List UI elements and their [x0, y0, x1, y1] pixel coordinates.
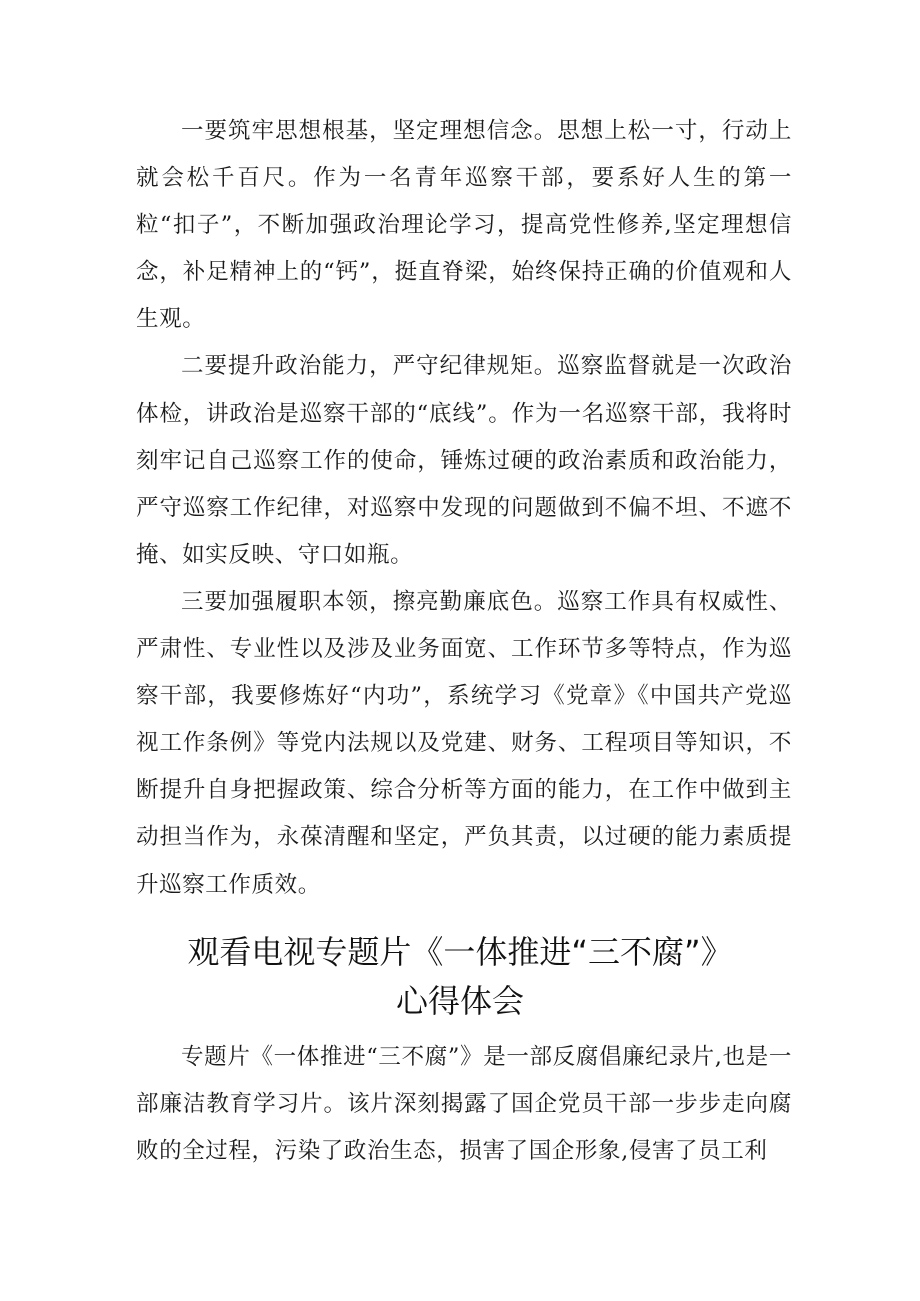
article-title-line-1: 观看电视专题片《一体推进“三不腐”》 [187, 933, 733, 971]
paragraph-duty-skills: 三要加强履职本领，擦亮勤廉底色。巡察工作具有权威性、严肃性、专业性以及涉及业务面宽、工作环节多等特点，作为巡察干部，我要修炼好“内功”，系统学习《党章》《中国共产党巡视工作条例》等党内法规以及党建、财务、工程项目等知识，不断提升自身把握政策、综合分析等方面的能力，在工作中做到主动担当作为，永葆清醒和坚定，严负其责，以过硬的能力素质提升巡察工作质效。 [136, 588, 792, 898]
paragraph-political-ability: 二要提升政治能力，严守纪律规矩。巡察监督就是一次政治体检，讲政治是巡察干部的“底线”。作为一名巡察干部，我将时刻牢记自己巡察工作的使命，锤炼过硬的政治素质和政治能力，严守巡察工作纪律，对巡察中发现的问题做到不偏不坦、不遮不掩、如实反映、守口如瓶。 [136, 353, 792, 568]
paragraph-documentary-intro: 专题片《一体推进“三不腐”》是一部反腐倡廉纪录片,也是一部廉洁教育学习片。该片深刻揭露了国企党员干部一步步走向腐败的全过程，污染了政治生态，损害了国企形象,侵害了员工利 [136, 1044, 792, 1165]
paragraph-ideals: 一要筑牢思想根基，坚定理想信念。思想上松一寸，行动上就会松千百尺。作为一名青年巡察干部，要系好人生的第一粒“扣子”，不断加强政治理论学习，提高党性修养,坚定理想信念，补足精神上的“钙”，挺直脊梁，始终保持正确的价值观和人生观。 [136, 118, 792, 333]
essay-body-part-one [136, 108, 792, 909]
article-title [100, 928, 820, 1026]
article-title-line-2: 心得体会 [395, 982, 524, 1020]
essay-body-part-two [136, 1034, 792, 1175]
